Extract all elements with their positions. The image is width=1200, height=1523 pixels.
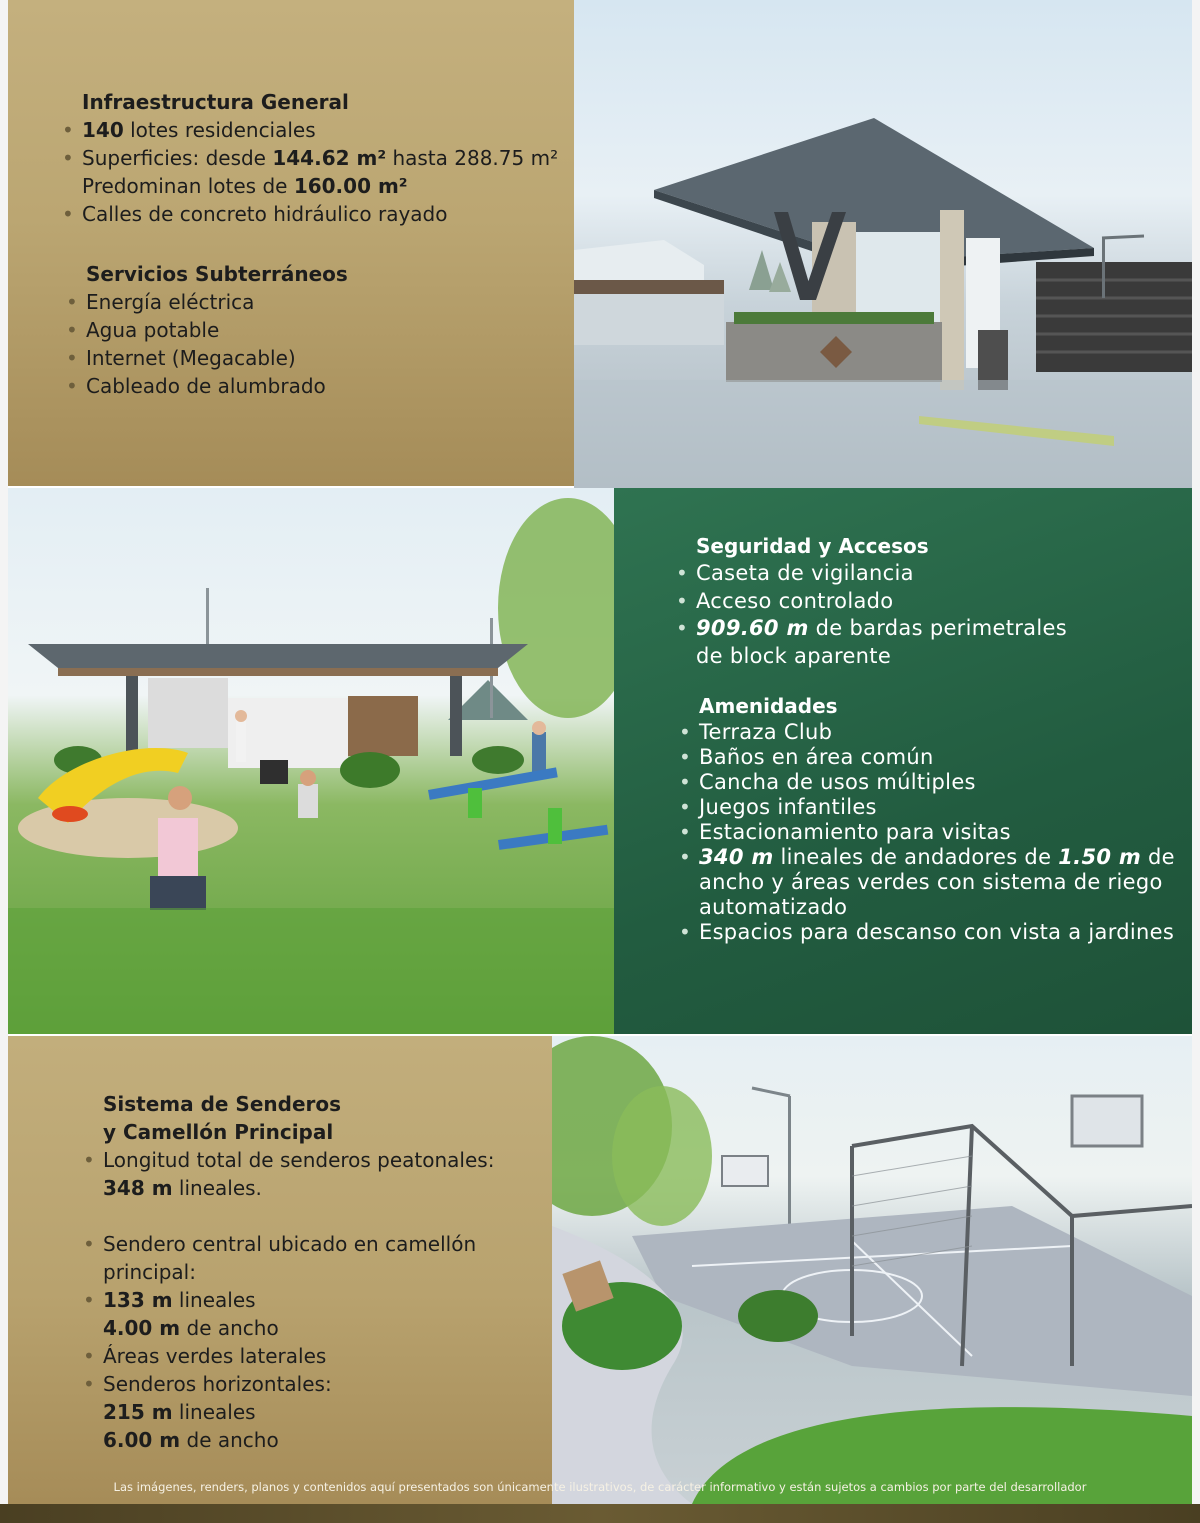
- list-item: [103, 1202, 494, 1230]
- bullet-icon: •: [679, 770, 692, 794]
- amenidades-section: [679, 692, 1175, 945]
- bullet-icon: •: [679, 795, 692, 819]
- bullet-icon: •: [66, 290, 78, 314]
- senderos-heading-2: y Camellón Principal: [103, 1120, 334, 1144]
- item-text: lineales de andadores de: [773, 845, 1059, 869]
- list-item: [103, 1314, 494, 1342]
- list-item: [66, 344, 348, 372]
- list-item: [62, 144, 559, 172]
- list-item: [676, 615, 1067, 643]
- bullet-icon: •: [66, 346, 78, 370]
- item-text: de ancho: [180, 1316, 279, 1340]
- item-value: 144.62 m²: [272, 146, 387, 170]
- list-item: [679, 720, 1175, 745]
- list-item: [103, 1258, 494, 1286]
- bullet-icon: •: [679, 920, 692, 944]
- item-value: 1.50 m: [1058, 845, 1142, 869]
- bullet-icon: •: [62, 118, 74, 142]
- bullet-icon: •: [679, 820, 692, 844]
- item-text: lineales: [172, 1400, 256, 1424]
- list-item: [83, 1286, 494, 1314]
- item-text: Terraza Club: [699, 720, 833, 744]
- item-text: Senderos horizontales:: [103, 1372, 332, 1396]
- list-item: [679, 820, 1175, 845]
- item-text: lineales: [172, 1288, 256, 1312]
- item-text: lotes residenciales: [123, 118, 316, 142]
- infraestructura-list: [62, 116, 559, 228]
- terraza-club-render: [8, 488, 614, 1034]
- list-item: [66, 288, 348, 316]
- item-text: Energía eléctrica: [86, 290, 255, 314]
- bottom-strip: [0, 1504, 1200, 1523]
- item-value: 348 m: [103, 1176, 173, 1200]
- item-text: Predominan lotes de: [82, 174, 294, 198]
- item-text: automatizado: [699, 895, 848, 919]
- list-item: [66, 372, 348, 400]
- item-text: ancho y áreas verdes con sistema de riego: [699, 870, 1163, 894]
- item-text: Baños en área común: [699, 745, 934, 769]
- item-text: Superficies: desde: [82, 146, 273, 170]
- list-item: [676, 560, 1067, 588]
- item-text: Estacionamiento para visitas: [699, 820, 1011, 844]
- list-item: [679, 770, 1175, 795]
- page-border-left: [0, 0, 8, 1504]
- list-item: [62, 200, 558, 228]
- item-text: Cableado de alumbrado: [86, 374, 326, 398]
- seguridad-list: [676, 560, 1067, 670]
- list-item: [679, 745, 1175, 770]
- cancha-render: [552, 1036, 1192, 1504]
- bullet-icon: •: [83, 1288, 95, 1312]
- list-item: [679, 845, 1175, 870]
- item-value: 340 m: [699, 845, 774, 869]
- item-value: 4.00 m: [103, 1316, 181, 1340]
- list-item: [103, 1398, 494, 1426]
- item-text: principal:: [103, 1260, 196, 1284]
- item-value: 215 m: [103, 1400, 173, 1424]
- bullet-icon: •: [83, 1232, 95, 1256]
- item-text: Áreas verdes laterales: [103, 1344, 327, 1368]
- list-item: [103, 1426, 494, 1454]
- item-text: Internet (Megacable): [86, 346, 296, 370]
- senderos-panel: [8, 1036, 552, 1504]
- list-item: [83, 1146, 495, 1174]
- item-value: 160.00 m²: [293, 174, 408, 198]
- list-item: [699, 870, 1175, 895]
- list-item: [66, 316, 348, 344]
- item-text: Cancha de usos múltiples: [699, 770, 976, 794]
- bullet-icon: •: [676, 616, 689, 640]
- list-item: [83, 1370, 494, 1398]
- item-text: Caseta de vigilancia: [696, 561, 914, 585]
- item-text: de: [1141, 845, 1175, 869]
- list-item: [676, 588, 1067, 616]
- list-item: [679, 920, 1175, 945]
- infraestructura-panel: [8, 0, 574, 486]
- disclaimer-footnote: Las imágenes, renders, planos y contenidos aquí presentados son únicamente ilustrativos, de carácter informativo y están sujetos a cambios por parte del desarrollador: [113, 1480, 1087, 1494]
- list-item: [62, 116, 558, 144]
- list-item: [103, 1174, 494, 1202]
- bullet-icon: •: [679, 845, 692, 869]
- list-item: [83, 1342, 494, 1370]
- item-value: 133 m: [103, 1288, 173, 1312]
- bullet-icon: •: [83, 1344, 95, 1368]
- item-value: 6.00 m: [103, 1428, 181, 1452]
- infraestructura-heading: Infraestructura General: [82, 90, 349, 114]
- list-item: [699, 895, 1175, 920]
- senderos-list: [83, 1146, 495, 1454]
- list-item: [83, 1230, 494, 1258]
- amenidades-list: [679, 720, 1175, 945]
- item-value: 909.60 m: [696, 616, 809, 640]
- seguridad-heading: Seguridad y Accesos: [696, 534, 929, 558]
- page-border-right: [1192, 0, 1200, 1504]
- list-item: [679, 795, 1175, 820]
- item-text: hasta 288.75 m²: [386, 146, 559, 170]
- item-text: Agua potable: [86, 318, 220, 342]
- seguridad-amenidades-panel: [614, 488, 1192, 1034]
- guardhouse-render: [574, 0, 1192, 488]
- amenidades-heading: Amenidades: [699, 694, 838, 718]
- bullet-icon: •: [679, 745, 692, 769]
- terraza-illustration: [8, 488, 614, 1034]
- servicios-heading: Servicios Subterráneos: [86, 262, 348, 286]
- bullet-icon: •: [66, 318, 78, 342]
- item-text: Sendero central ubicado en camellón: [103, 1232, 477, 1256]
- seguridad-section: [676, 532, 1067, 670]
- cancha-illustration: [552, 1036, 1192, 1504]
- bullet-icon: •: [62, 202, 74, 226]
- list-item: [696, 643, 1067, 671]
- item-text: Acceso controlado: [696, 588, 894, 613]
- bullet-icon: •: [66, 374, 78, 398]
- item-text: Espacios para descanso con vista a jardines: [699, 920, 1175, 944]
- senderos-heading-1: Sistema de Senderos: [103, 1092, 342, 1116]
- item-text: de ancho: [180, 1428, 279, 1452]
- bullet-icon: •: [83, 1148, 95, 1172]
- bullet-icon: •: [83, 1372, 95, 1396]
- item-text: de block aparente: [696, 643, 892, 668]
- item-value: 140: [82, 118, 124, 142]
- bullet-icon: •: [676, 588, 689, 613]
- bullet-icon: •: [62, 146, 74, 170]
- infraestructura-section: [62, 88, 559, 228]
- item-text: Longitud total de senderos peatonales:: [103, 1148, 495, 1172]
- guardhouse-illustration: [574, 0, 1192, 488]
- item-text: de bardas perimetrales: [808, 616, 1067, 640]
- bullet-icon: •: [676, 561, 689, 585]
- item-text: Calles de concreto hidráulico rayado: [82, 202, 448, 226]
- senderos-section: [83, 1090, 495, 1454]
- servicios-section: [66, 260, 348, 400]
- item-text: Juegos infantiles: [699, 795, 877, 819]
- item-text: lineales.: [172, 1176, 262, 1200]
- servicios-list: [66, 288, 348, 400]
- list-item: [82, 172, 558, 200]
- bullet-icon: •: [679, 720, 692, 744]
